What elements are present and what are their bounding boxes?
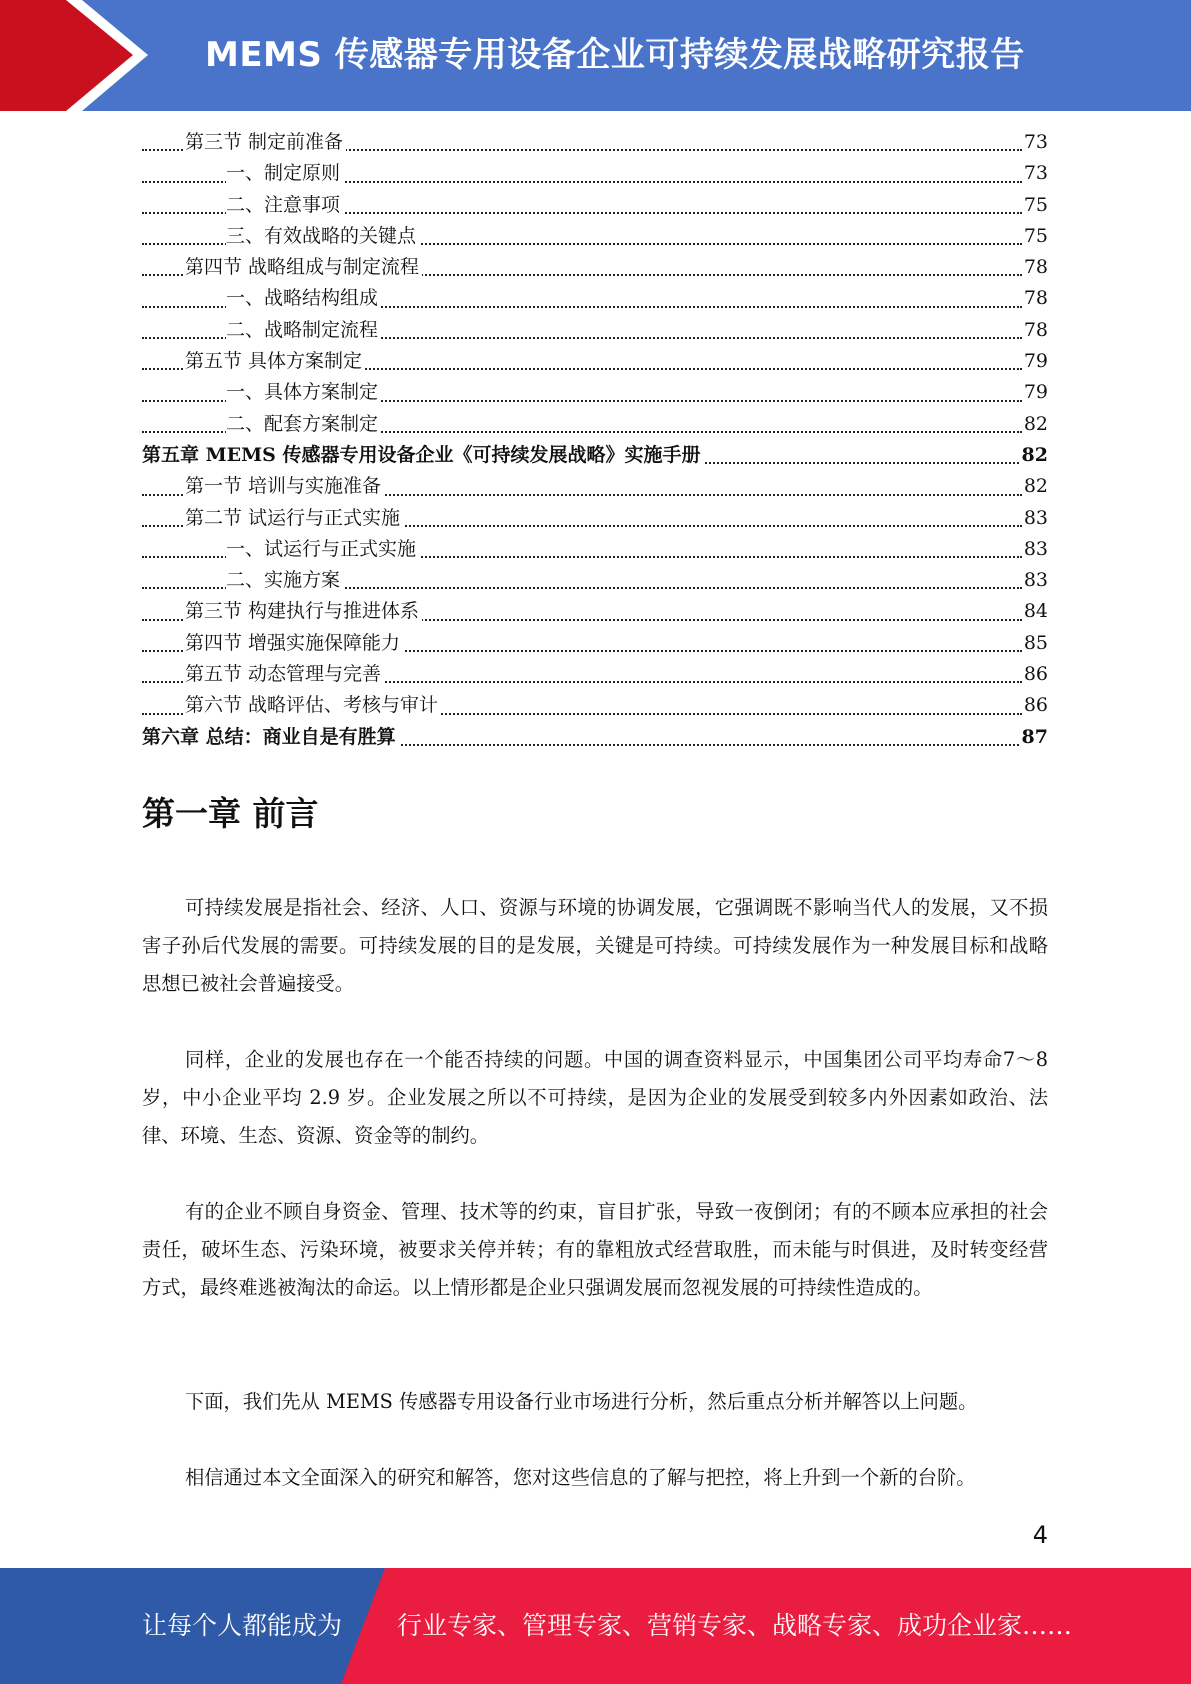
toc-entry-page: 75 — [1022, 221, 1048, 252]
toc-entry-page: 78 — [1022, 315, 1048, 346]
toc-entry-page: 83 — [1022, 503, 1048, 534]
toc-entry[interactable] — [142, 283, 1048, 314]
page-footer — [0, 1568, 1191, 1684]
toc-entry[interactable] — [142, 190, 1048, 221]
toc-entry-page: 82 — [1022, 471, 1048, 502]
toc-entry[interactable] — [142, 315, 1048, 346]
body-paragraph: 下面，我们先从 MEMS 传感器专用设备行业市场进行分析，然后重点分析并解答以上问题。 — [185, 1390, 978, 1413]
table-of-contents — [142, 127, 1048, 753]
toc-entry[interactable] — [142, 409, 1048, 440]
toc-entry-page: 82 — [1020, 440, 1048, 471]
toc-entry-title: 第一节 培训与实施准备 — [185, 475, 384, 497]
toc-entry[interactable] — [142, 377, 1048, 408]
toc-entry[interactable] — [142, 659, 1048, 690]
toc-entry-title: 第六章 总结：商业自是有胜算 — [142, 726, 399, 748]
toc-entry-page: 73 — [1022, 127, 1048, 158]
toc-entry[interactable] — [142, 158, 1048, 189]
toc-entry[interactable] — [142, 628, 1048, 659]
toc-entry-title: 第二节 试运行与正式实施 — [185, 507, 403, 529]
toc-entry-title: 第四节 战略组成与制定流程 — [185, 256, 422, 278]
footer-slogan-left: 让每个人都能成为 — [142, 1611, 343, 1640]
toc-entry-page: 86 — [1022, 690, 1048, 721]
toc-entry-title: 一、具体方案制定 — [226, 381, 381, 403]
toc-entry[interactable] — [142, 221, 1048, 252]
toc-entry-title: 第五节 具体方案制定 — [185, 350, 365, 372]
toc-entry-title: 第三节 构建执行与推进体系 — [185, 600, 422, 622]
toc-entry-page: 85 — [1022, 628, 1048, 659]
toc-entry-page: 86 — [1022, 659, 1048, 690]
toc-entry-page: 82 — [1022, 409, 1048, 440]
toc-entry-page: 78 — [1022, 283, 1048, 314]
toc-entry-page: 87 — [1020, 722, 1048, 753]
toc-entry-title: 第五节 动态管理与完善 — [185, 663, 384, 685]
toc-entry[interactable] — [142, 596, 1048, 627]
toc-entry[interactable] — [142, 252, 1048, 283]
toc-entry[interactable] — [142, 534, 1048, 565]
toc-entry[interactable] — [142, 722, 1048, 753]
body-paragraph: 可持续发展是指社会、经济、人口、资源与环境的协调发展，它强调既不影响当代人的发展，又不损害子孙后代发展的需要。可持续发展的目的是发展，关键是可持续。可持续发展作为一种发展目标和战略思想已被社会普遍接受。 — [142, 896, 1048, 995]
chapter-heading: 第一章 前言 — [142, 794, 319, 833]
toc-entry-title: 一、战略结构组成 — [226, 287, 381, 309]
toc-entry-title: 三、有效战略的关键点 — [226, 225, 419, 247]
toc-entry-title: 第三节 制定前准备 — [185, 131, 346, 153]
toc-entry-title: 第五章 MEMS 传感器专用设备企业《可持续发展战略》实施手册 — [142, 444, 704, 466]
toc-entry[interactable] — [142, 690, 1048, 721]
toc-entry-title: 二、实施方案 — [226, 569, 343, 591]
toc-entry-page: 78 — [1022, 252, 1048, 283]
toc-entry-page: 79 — [1022, 377, 1048, 408]
toc-entry-page: 79 — [1022, 346, 1048, 377]
toc-entry-title: 一、制定原则 — [226, 162, 343, 184]
toc-entry[interactable] — [142, 127, 1048, 158]
body-paragraph: 相信通过本文全面深入的研究和解答，您对这些信息的了解与把控，将上升到一个新的台阶。 — [185, 1466, 976, 1489]
footer-slogan-right: 行业专家、管理专家、营销专家、战略专家、成功企业家…… — [397, 1611, 1073, 1640]
toc-entry-title: 第六节 战略评估、考核与审计 — [185, 694, 441, 716]
toc-entry-page: 83 — [1022, 534, 1048, 565]
toc-entry-title: 第四节 增强实施保障能力 — [185, 632, 403, 654]
page-number: 4 — [1032, 1521, 1048, 1549]
toc-entry[interactable] — [142, 346, 1048, 377]
body-paragraph: 同样，企业的发展也存在一个能否持续的问题。中国的调查资料显示，中国集团公司平均寿命7～8 岁，中小企业平均 2.9 岁。企业发展之所以不可持续，是因为企业的发展受到较多内外因素如政治、法律、环境、生态、资源、资金等的制约。 — [142, 1048, 1048, 1147]
page-header — [0, 0, 1191, 111]
body-paragraph: 有的企业不顾自身资金、管理、技术等的约束，盲目扩张，导致一夜倒闭；有的不顾本应承担的社会责任，破坏生态、污染环境，被要求关停并转；有的靠粗放式经营取胜，而未能与时俱进，及时转变经营方式，最终难逃被淘汰的命运。以上情形都是企业只强调发展而忽视发展的可持续性造成的。 — [142, 1200, 1048, 1299]
report-title: MEMS 传感器专用设备企业可持续发展战略研究报告 — [205, 35, 1025, 75]
toc-entry-page: 75 — [1022, 190, 1048, 221]
toc-entry[interactable] — [142, 471, 1048, 502]
toc-entry-title: 二、注意事项 — [226, 194, 343, 216]
toc-entry[interactable] — [142, 503, 1048, 534]
toc-entry-page: 83 — [1022, 565, 1048, 596]
toc-entry-page: 84 — [1022, 596, 1048, 627]
toc-entry-title: 二、战略制定流程 — [226, 319, 381, 341]
toc-entry-title: 二、配套方案制定 — [226, 413, 381, 435]
toc-entry[interactable] — [142, 565, 1048, 596]
toc-entry-page: 73 — [1022, 158, 1048, 189]
toc-entry[interactable] — [142, 440, 1048, 471]
toc-entry-title: 一、试运行与正式实施 — [226, 538, 419, 560]
